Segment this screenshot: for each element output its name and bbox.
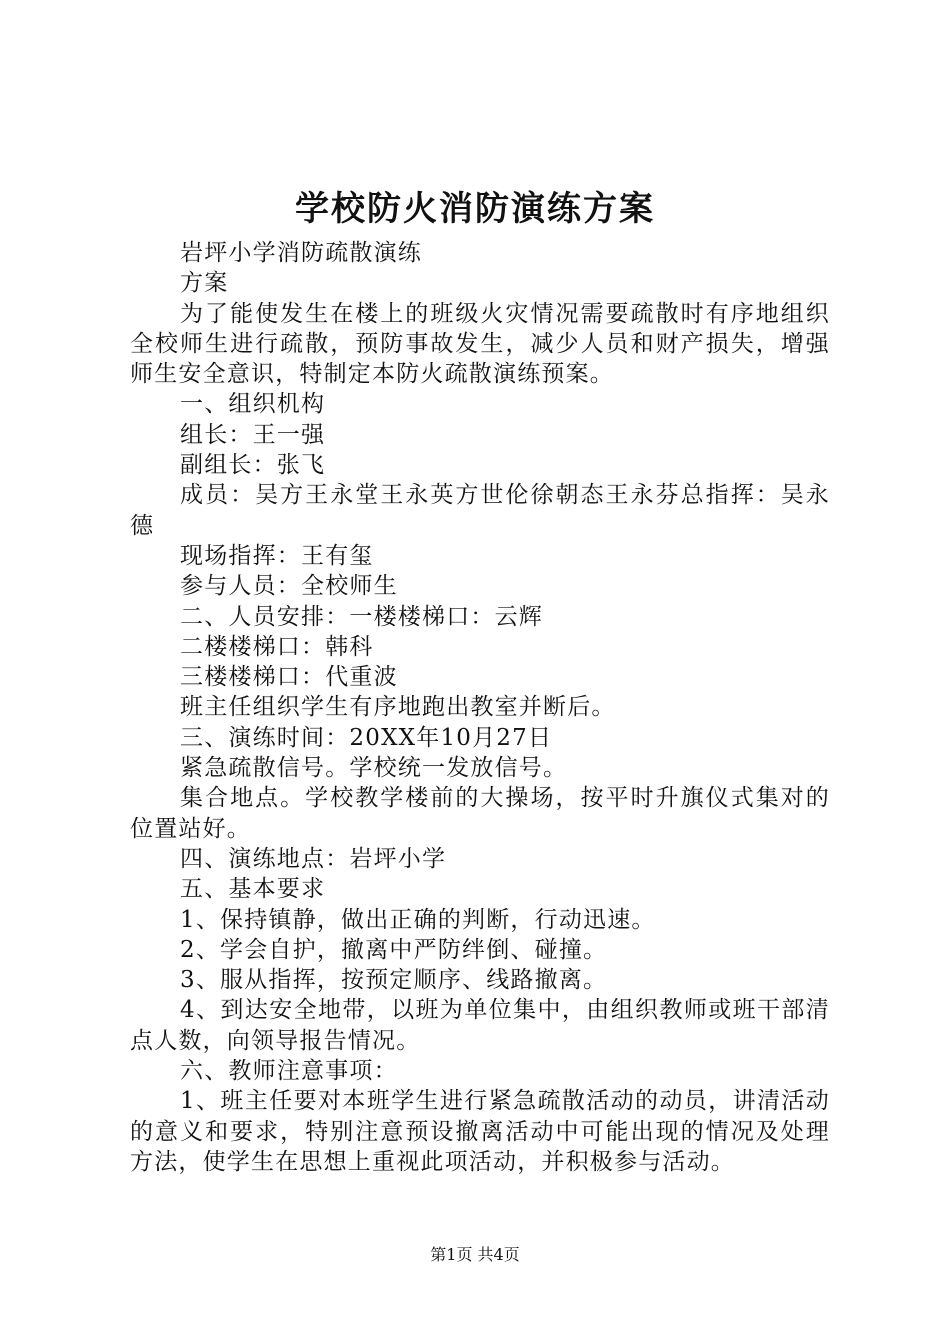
paragraph: 现场指挥：王有玺 [180, 542, 374, 569]
paragraph: 为了能使发生在楼上的班级火灾情况需要疏散时有序地组织全校师生进行疏散，预防事故发生，减少人员和财产损失，增强师生安全意识，特制定本防火疏散演练预案。 [130, 300, 830, 388]
document-title: 学校防火消防演练方案 [295, 189, 655, 229]
paragraph: 三楼楼梯口：代重波 [180, 664, 398, 691]
paragraph: 组长：王一强 [180, 421, 326, 448]
paragraph: 岩坪小学消防疏散演练 [180, 240, 422, 266]
paragraph: 紧急疏散信号。学校统一发放信号。 [180, 755, 568, 782]
section-heading: 四、演练地点：岩坪小学 [180, 845, 447, 872]
paragraph: 集合地点。学校教学楼前的大操场，按平时升旗仪式集对的位置站好。 [130, 785, 830, 842]
paragraph: 方案 [180, 270, 229, 297]
section-heading: 一、组织机构 [180, 391, 326, 418]
paragraph: 副组长：张飞 [180, 452, 326, 479]
list-item: 3、服从指挥，按预定顺序、线路撤离。 [180, 967, 608, 994]
section-heading: 三、演练时间：20XX年10月27日 [180, 724, 553, 751]
document-body [130, 238, 830, 1177]
list-item: 4、到达安全地带，以班为单位集中，由组织教师或班干部清点人数，向领导报告情况。 [130, 997, 830, 1054]
section-heading: 二、人员安排：一楼楼梯口：云辉 [180, 603, 543, 630]
list-item: 1、保持镇静，做出正确的判断，行动迅速。 [180, 906, 656, 933]
paragraph: 参与人员：全校师生 [180, 573, 398, 600]
paragraph: 成员：吴方王永堂王永英方世伦徐朝态王永芬总指挥：吴永德 [130, 482, 830, 539]
paragraph: 班主任组织学生有序地跑出教室并断后。 [180, 694, 616, 721]
section-heading: 六、教师注意事项： [180, 1058, 398, 1085]
list-item: 1、班主任要对本班学生进行紧急疏散活动的动员，讲清活动的意义和要求，特别注意预设撤离活动中可能出现的情况及处理方法，使学生在思想上重视此项活动，并积极参与活动。 [130, 1088, 830, 1175]
list-item: 2、学会自护，撤离中严防绊倒、碰撞。 [180, 936, 608, 963]
section-heading: 五、基本要求 [180, 876, 326, 903]
page-footer: 第1页 共4页 [430, 1245, 520, 1264]
paragraph: 二楼楼梯口：韩科 [180, 633, 374, 660]
